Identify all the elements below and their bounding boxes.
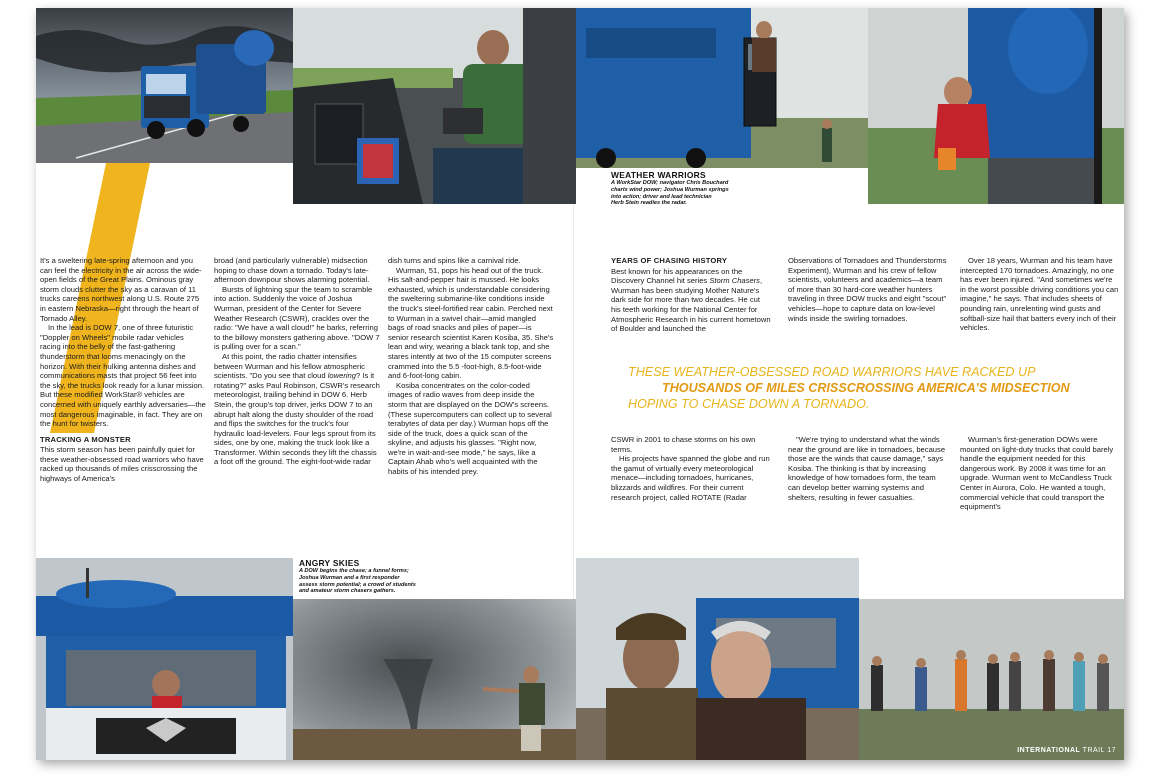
photo-wurman-door (576, 8, 868, 168)
caption-bottom-line: A DOW begins the chase; a funnel forms; (299, 568, 409, 574)
paragraph: Wurman's first-generation DOWs were mounted on light-duty trucks that could barely handle the equipment needed for this dangerous work. By 2008 it was time for an upgrade. Wurman went to McCandless Truck Center in Aurora, Colo. He wanted a tough, commercial vehicle that could transport the equipment's (960, 435, 1114, 512)
photo-stein-radar (868, 8, 1124, 204)
caption-bottom-title: ANGRY SKIES (299, 558, 360, 568)
text-run: Best known for his appearances on the Discovery Channel hit series (611, 266, 743, 286)
paragraph: In the lead is DOW 7, one of three futuristic "Doppler on Wheels" mobile radar vehicles racing into the belly of the fast-gathering thunderstorm that looms menacingly on the horizon. With their hulking antenna dishes and communications masts that project 56 feet into the sky, the trucks look ready for a lunar mission. But these modified WorkStar® vehicles are concerned with uniquely earthly adversaries—the most dangerous imaginable, in fact. They are on the hunt for twisters. (40, 323, 206, 429)
emphasis: Storm Chasers (709, 276, 760, 286)
page-footer (1017, 747, 1116, 754)
footer-brand: INTERNATIONAL (1017, 747, 1081, 754)
caption-bottom-line: assess storm potential; a crowd of students (299, 581, 416, 588)
photo-crowd-watchers (859, 599, 1124, 760)
paragraph: Bursts of lightning spur the team to scramble into action. Suddenly the voice of Joshua Wurman, president of the Center for Severe Weather Research (CSWR), crackles over the radio: "We have a wall cloud!" he barks, referring to the billowy monsters gathering above. "DOW 7 is pulling over for a scan." (214, 284, 380, 352)
photo-wurman-responder (576, 558, 859, 760)
article-column-1 (40, 256, 206, 484)
pull-quote (628, 364, 1108, 412)
paragraph: This storm season has been painfully quiet for these weather-obsessed road warriors who have racked up thousands of miles crisscrossing the highways of America's (40, 445, 204, 484)
photo-funnel-forming (293, 599, 576, 760)
photo-truck-highway (36, 8, 293, 163)
paragraph (214, 352, 380, 467)
paragraph: Kosiba concentrates on the color-coded images of radio waves from deep inside the storm that are displayed on the DOW's screens. (These supercomputers can collect up to several terabytes of data per day.) Wurman hops off the side of the truck, does a quick scan of the skyline, and adjusts his glasses. "Right now, we're in wait-and-see mode," he says, like a Captain Ahab who's well acquainted with the habits of his intended prey. (388, 380, 552, 477)
footer-page-number: 17 (1107, 747, 1116, 754)
article-column-6b (960, 435, 1120, 512)
article-column-5 (788, 256, 948, 323)
caption-bottom-line: Joshua Wurman and a first responder (299, 574, 400, 581)
section-heading: YEARS OF CHASING HISTORY (611, 256, 728, 265)
emphasis: lowering (327, 371, 356, 381)
paragraph (611, 267, 771, 334)
paragraph: "We're trying to understand what the winds near the ground are like in tornadoes, because those are the winds that cause damage," says Kosiba. The thinking is that by increasing knowledge of how tornadoes form, the team can develop better warning systems and shelters, resulting in fewer casualties. (788, 435, 946, 502)
paragraph: Observations of Tornadoes and Thunderstorms Experiment), Wurman and his crew of fellow scientists, volunteers and academics—a team of more than 30 hard-core weather hunters traveling in three DOW trucks and eight "scout" vehicles—hope to capture data on low-level winds inside the swirling tornadoes. (788, 256, 947, 323)
paragraph: Wurman, 51, pops his head out of the truck. His salt-and-pepper hair is mussed. He looks exhausted, which is understandable considering the sweltering submarine-like conditions inside the truck's steel-fortified rear cabin. Perched next to Wurman in a swivel chair—amid mangled bags of road snacks and piles of paper—is senior research scientist Karen Kosiba, 35. She's lean and wiry, wearing a black tank top, and she stares intently at two of the 15 computer screens crammed into the 5.5 -foot-high, 8.5-foot-wide and 6-foot-long cabin. (388, 265, 554, 381)
magazine-spread (36, 8, 1124, 760)
caption-top-line: Herb Stein readies the radar. (611, 200, 687, 207)
paragraph: Over 18 years, Wurman and his team have intercepted 170 tornadoes. Amazingly, no one has ever been injured. "And sometimes we're in the worst possible driving conditions you can imagine," he says. That includes sheets of pounding rain, unrelenting wind gusts and softball-size hail that batters every inch of their vehicles. (960, 256, 1119, 333)
article-column-2 (214, 256, 380, 467)
footer-section: TRAIL (1082, 747, 1105, 754)
paragraph: His projects have spanned the globe and run the gamut of virtually every meteorological menace—including tornadoes, hurricanes, blizzards and wildfires. For their current research project, called ROTATE (Radar (611, 454, 770, 502)
paragraph: broad (and particularly vulnerable) midsection hoping to chase down a tornado. Today's late-afternoon downpour shows alarming potential. (214, 256, 370, 285)
text-run: ? Is it rotating?" asks Paul Robinson, CSWR's research meteorologist, trailing behind in DOW 6. Herb Stein, the group's top driver, jerks DOW 7 to an abrupt halt along the dusty shoulder of the road and flips the switches for the truck's four hydraulic load-levelers. Four legs sprout from its sides, one by one, making the truck look like a Transformer. Within seconds they lift the chassis a foot off the ground. The eight-foot-wide radar (214, 371, 380, 467)
pull-quote-line: THOUSANDS OF MILES CRISSCROSSING AMERICA'S MIDSECTION (662, 381, 1070, 395)
article-column-4b (611, 435, 771, 502)
text-run: , Wurman has been studying Mother Nature's dark side for more than two decades. He cut his teeth working for the National Center for Atmospheric Research in his current hometown of Boulder and launched the (611, 276, 771, 334)
article-column-6 (960, 256, 1120, 333)
caption-top-title: WEATHER WARRIORS (611, 170, 706, 180)
caption-bottom-line: and amateur storm chasers gathers. (299, 588, 396, 595)
text-run: At this point, the radio chatter intensifies between Wurman and his fellow atmospheric scientists. "Do you see that cloud (214, 351, 365, 381)
caption-top-line: into action; driver and lead technician (611, 193, 712, 200)
article-column-5b (788, 435, 948, 502)
article-column-4 (611, 256, 771, 334)
pull-quote-line: HOPING TO CHASE DOWN A TORNADO. (628, 397, 870, 411)
pull-quote-line: THESE WEATHER-OBSESSED ROAD WARRIORS HAVE RACKED UP (628, 365, 1036, 379)
article-column-3 (388, 256, 554, 477)
paragraph: It's a sweltering late-spring afternoon and you can feel the electricity in the air across the wide-open fields of the Great Plains. Ominous gray storm clouds clutter the sky as a caravan of 11 trucks careens northwest along U.S. Route 275 in eastern Nebraska—right through the heart of Tornado Alley. (40, 256, 202, 323)
paragraph: dish turns and spins like a carnival ride. (388, 256, 521, 265)
photo-dow-truck-front (36, 558, 293, 760)
caption-top-line: charts wind power; Joshua Wurman springs (611, 186, 729, 193)
caption-top-line: A WorkStar DOW; navigator Chris Bouchard (611, 180, 729, 186)
section-heading: TRACKING A MONSTER (40, 434, 131, 444)
photo-navigator-cabin (293, 8, 576, 204)
paragraph: CSWR in 2001 to chase storms on his own terms. (611, 435, 756, 454)
